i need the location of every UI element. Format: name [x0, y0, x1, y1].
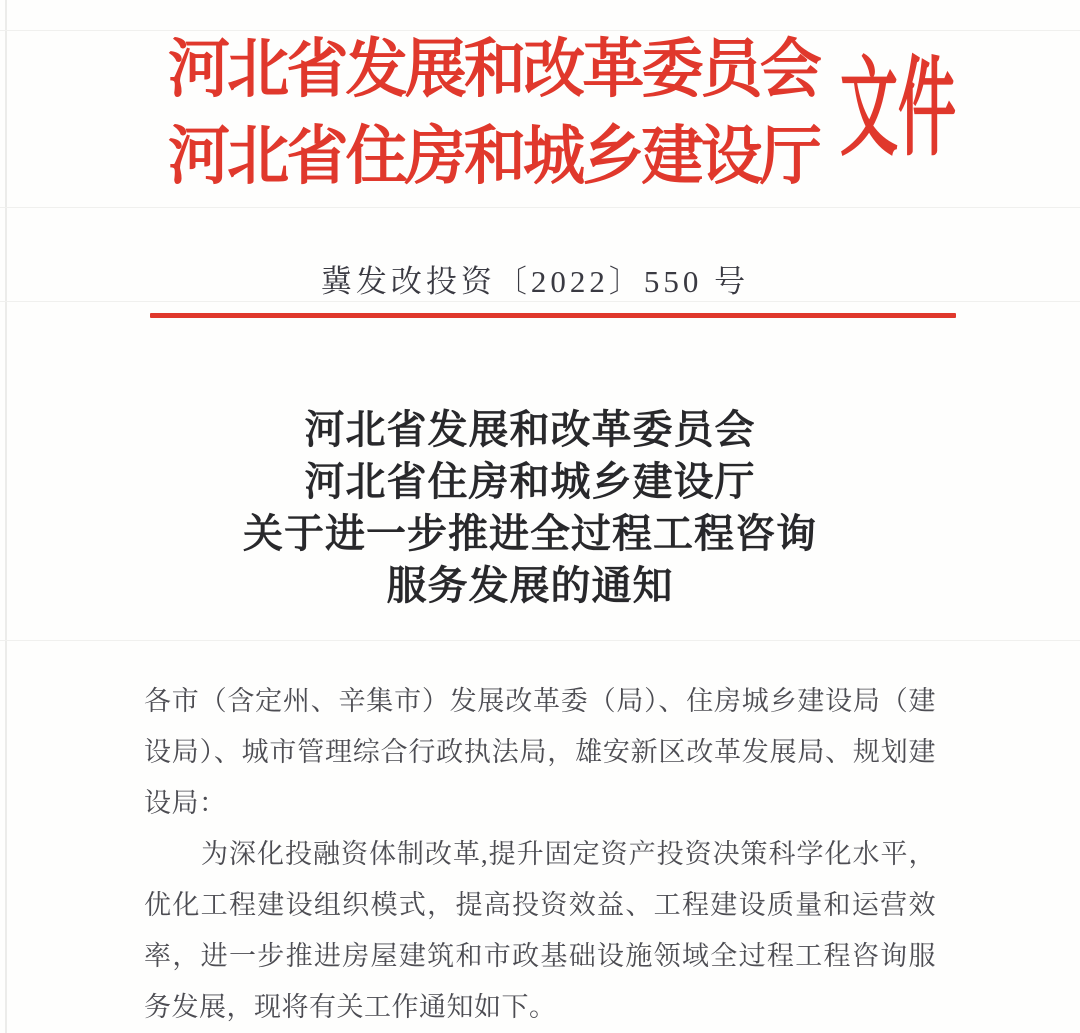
intro-line-2: 优化工程建设组织模式，提高投资效益、工程建设质量和运营效 — [144, 890, 936, 920]
letterhead-agency-line2: 河北省住房和城乡建设厅 — [168, 121, 819, 192]
recipients-paragraph — [144, 676, 936, 829]
letterhead-agency-line1: 河北省发展和改革委员会 — [168, 34, 819, 105]
recipients-line-3: 设局： — [144, 788, 227, 818]
title-line-1: 河北省发展和改革委员会 — [304, 407, 756, 452]
letterhead-doc-type-label: 文件 — [840, 48, 957, 169]
scan-line-artifact — [0, 301, 1080, 302]
title-line-3: 关于进一步推进全过程工程咨询 — [243, 511, 817, 556]
document-number: 冀发改投资〔2022〕550 号 — [320, 264, 750, 299]
intro-line-3: 率，进一步推进房屋建筑和市政基础设施领域全过程工程咨询服 — [144, 941, 936, 971]
intro-paragraph — [144, 829, 936, 1033]
recipients-line-1: 各市（含定州、辛集市）发展改革委（局）、住房城乡建设局（建 — [144, 686, 936, 716]
recipients-line-2: 设局）、城市管理综合行政执法局，雄安新区改革发展局、规划建 — [144, 737, 936, 767]
letterhead-agency-names — [168, 26, 819, 200]
letterhead — [0, 0, 1080, 210]
intro-line-1: 为深化投融资体制改革,提升固定资产投资决策科学化水平， — [201, 839, 936, 869]
title-line-2: 河北省住房和城乡建设厅 — [304, 459, 756, 504]
title-line-4: 服务发展的通知 — [386, 563, 674, 608]
document-title — [0, 404, 1060, 612]
scan-line-artifact — [0, 640, 1080, 641]
red-divider-rule — [150, 313, 956, 318]
intro-line-4: 务发展，现将有关工作通知如下。 — [144, 992, 557, 1022]
